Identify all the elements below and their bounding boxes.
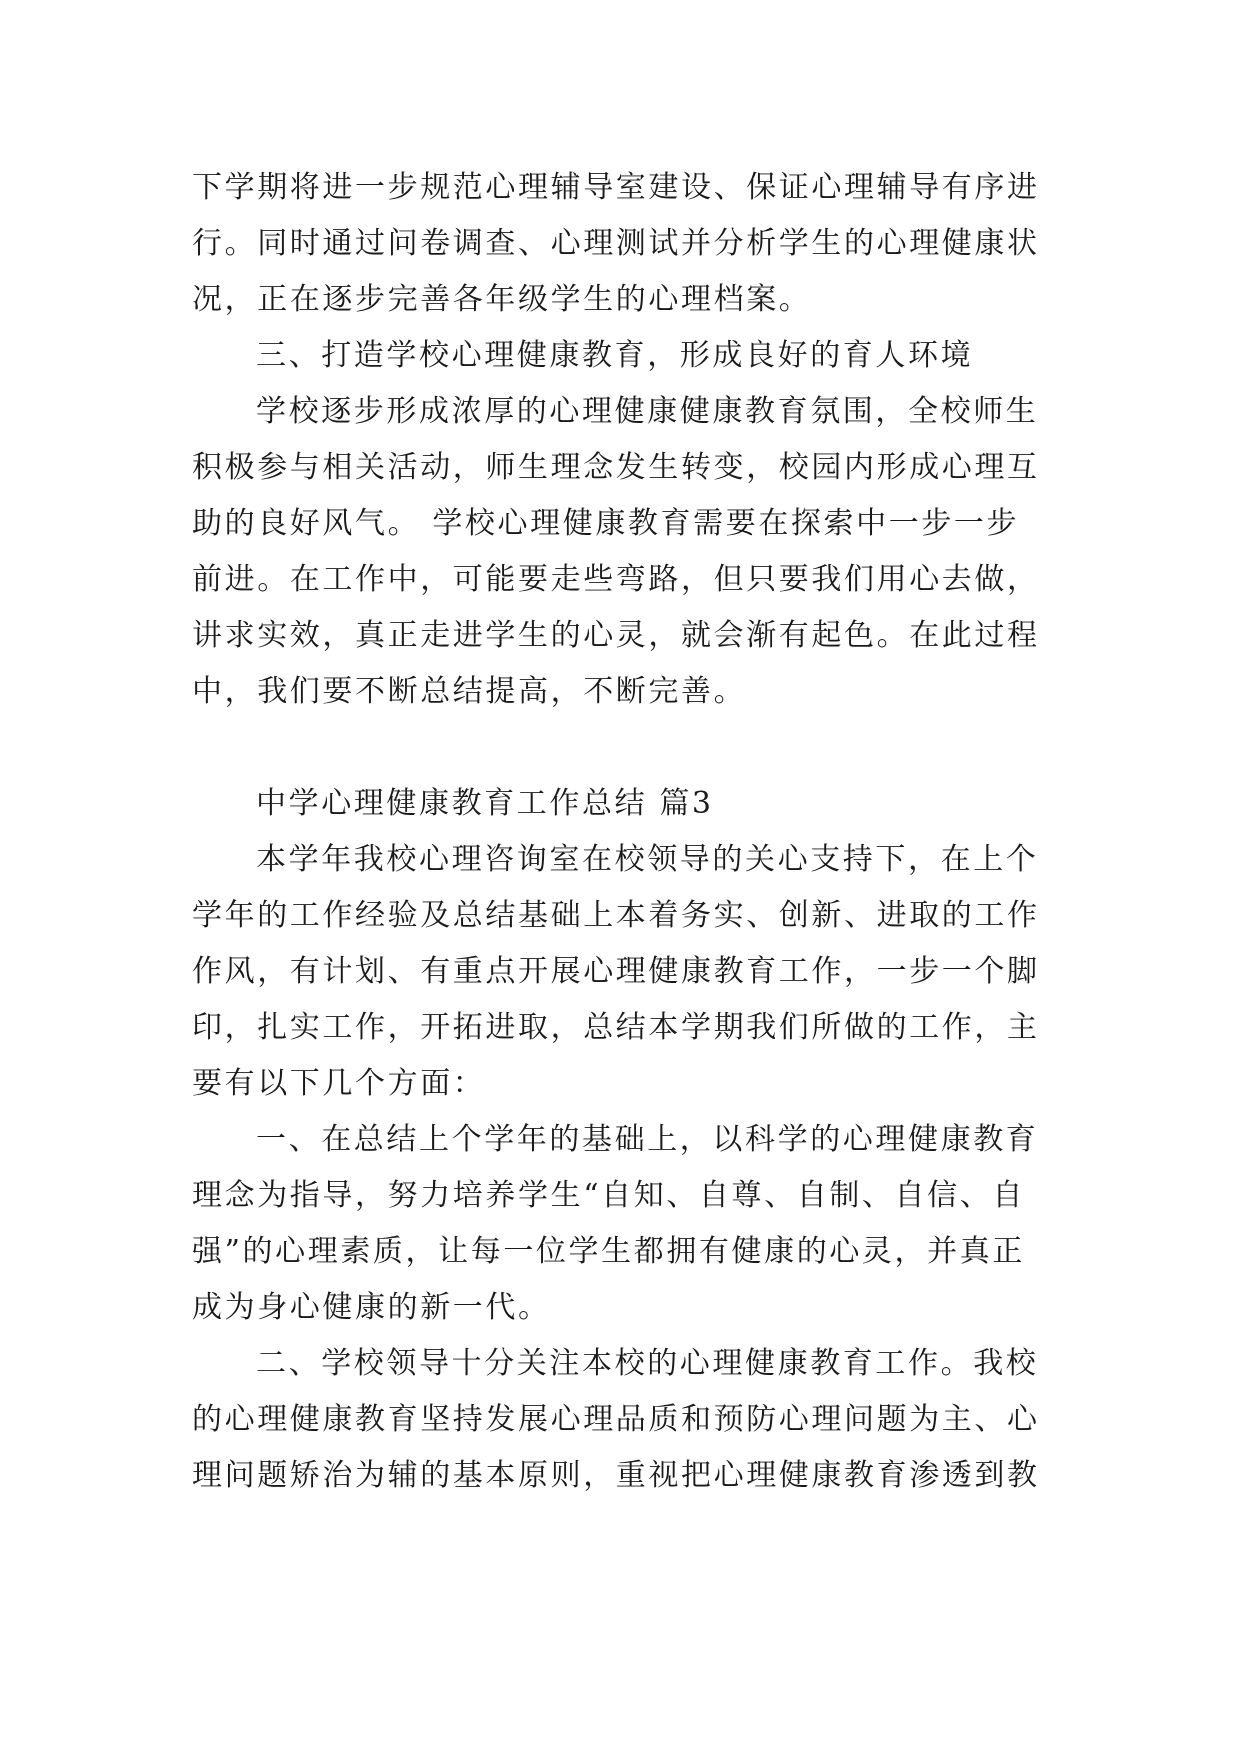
paragraph-line: 理问题矫治为辅的基本原则，重视把心理健康教育渗透到教 xyxy=(192,1458,1040,1493)
paragraph-line: 理念为指导，努力培养学生“自知、自尊、自制、自信、自 xyxy=(192,1178,1025,1213)
document-body xyxy=(192,160,1052,1504)
paragraph-line: 下学期将进一步规范心理辅导室建设、保证心理辅导有序进 xyxy=(192,170,1040,205)
paragraph-line: 一、在总结上个学年的基础上，以科学的心理健康教育 xyxy=(256,1122,1039,1157)
paragraph-line: 成为身心健康的新一代。 xyxy=(192,1290,551,1325)
section-heading: 三、打造学校心理健康教育，形成良好的育人环境 xyxy=(256,338,974,373)
paragraph-gap xyxy=(192,720,1052,776)
paragraph-line: 讲求实效，真正走进学生的心灵，就会渐有起色。在此过程 xyxy=(192,618,1040,653)
paragraph-line: 况，正在逐步完善各年级学生的心理档案。 xyxy=(192,282,812,317)
paragraph-line: 学校逐步形成浓厚的心理健康健康教育氛围，全校师生 xyxy=(256,394,1039,429)
paragraph-line: 要有以下几个方面： xyxy=(192,1066,486,1101)
paragraph-line: 强”的心理素质，让每一位学生都拥有健康的心灵，并真正 xyxy=(192,1234,1025,1269)
paragraph-line: 助的良好风气。 学校心理健康教育需要在探索中一步一步 xyxy=(192,506,1020,541)
paragraph-line: 中，我们要不断总结提高，不断完善。 xyxy=(192,674,747,709)
document-title: 中学心理健康教育工作总结 篇3 xyxy=(256,786,714,821)
paragraph-line: 积极参与相关活动，师生理念发生转变，校园内形成心理互 xyxy=(192,450,1040,485)
paragraph-line: 本学年我校心理咨询室在校领导的关心支持下，在上个 xyxy=(256,842,1039,877)
paragraph-line: 行。同时通过问卷调查、心理测试并分析学生的心理健康状 xyxy=(192,226,1040,261)
paragraph-line: 印，扎实工作，开拓进取，总结本学期我们所做的工作，主 xyxy=(192,1010,1040,1045)
paragraph-line: 学年的工作经验及总结基础上本着务实、创新、进取的工作 xyxy=(192,898,1040,933)
paragraph-line: 前进。在工作中，可能要走些弯路，但只要我们用心去做， xyxy=(192,562,1040,597)
paragraph-line: 二、学校领导十分关注本校的心理健康教育工作。我校 xyxy=(256,1346,1039,1381)
paragraph-line: 作风，有计划、有重点开展心理健康教育工作，一步一个脚 xyxy=(192,954,1040,989)
paragraph-line: 的心理健康教育坚持发展心理品质和预防心理问题为主、心 xyxy=(192,1402,1040,1437)
